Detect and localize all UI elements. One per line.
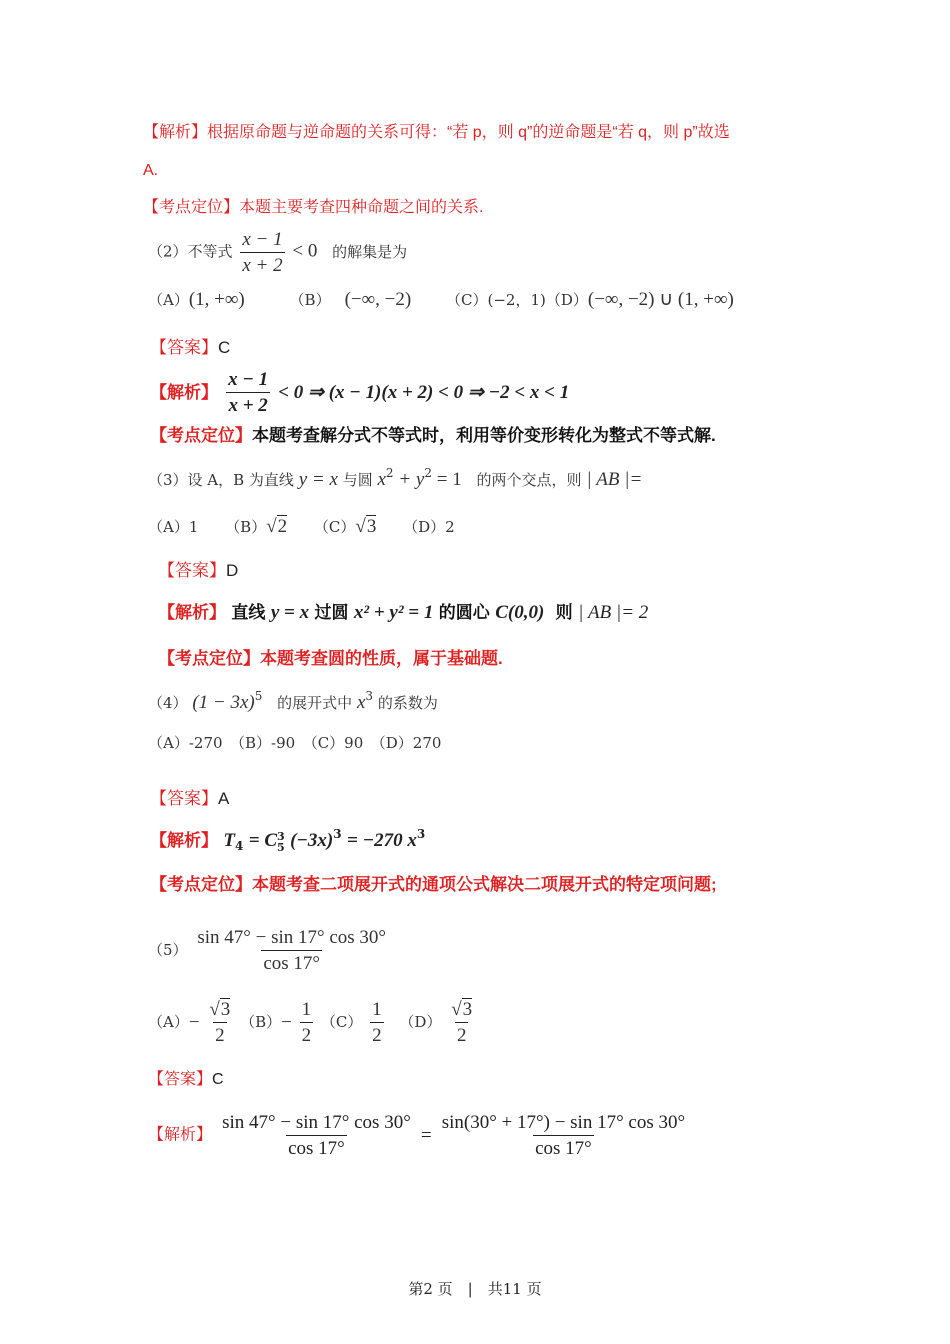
q5-opt-c: （C）	[320, 1013, 363, 1031]
q5-opt-a-num: 3	[220, 999, 231, 1020]
q5-question	[148, 928, 391, 973]
q3-question	[148, 467, 642, 489]
q3-analysis-center: C(0,0)	[495, 602, 545, 623]
q2-opt-d-val: (−∞, −2) ∪ (1, +∞)	[587, 289, 734, 310]
q5-den: cos 17°	[261, 950, 322, 973]
q4-x: x	[356, 692, 366, 713]
q5-analysis	[148, 1113, 690, 1158]
q2-point-text: 本题考查解分式不等式时，利用等价变形转化为整式不等式解.	[252, 426, 716, 445]
q1-point-tag: 【考点定位】	[143, 199, 240, 216]
q3-answer-val: D	[226, 561, 239, 580]
q2-den: x + 2	[240, 252, 284, 275]
q2-options	[148, 290, 734, 309]
q4-answer	[150, 790, 229, 807]
q1-analysis	[143, 125, 730, 141]
q2-opt-a-val: (1, +∞)	[188, 289, 245, 310]
q3-point-tag: 【考点定位】	[158, 649, 260, 668]
q1-analysis-text: 根据原命题与逆命题的关系可得：“若 p，则 q”的逆命题是“若 q，则 p”故选	[207, 124, 730, 141]
q2-analysis-tag: 【解析】	[150, 383, 218, 402]
q5-opt-b-den: 2	[300, 1022, 314, 1045]
q5-opt-b-sign: −	[281, 1012, 292, 1033]
q4-analysis-c-sub: 5	[277, 840, 285, 854]
q2-answer-tag: 【答案】	[150, 338, 218, 357]
q4-point	[150, 876, 717, 894]
q3-sq-1: 2	[385, 466, 394, 480]
q1-analysis-tag: 【解析】	[143, 124, 208, 141]
q2-point	[150, 427, 716, 445]
q3-tail: 的两个交点，则	[476, 471, 582, 489]
q5-opt-d: （D）	[399, 1013, 442, 1031]
q3-mid: 与圆	[342, 471, 373, 489]
q4-answer-val: A	[218, 789, 230, 808]
q1-analysis-cont: A.	[143, 162, 159, 179]
q1-point	[143, 200, 483, 216]
q4-expr: (1 − 3x)	[192, 692, 255, 713]
q3-answer-tag: 【答案】	[158, 561, 226, 580]
q5-analysis-tag: 【解析】	[148, 1126, 213, 1144]
q2-analysis-den: x + 2	[226, 392, 269, 415]
q5-analysis-eq: =	[420, 1125, 432, 1146]
q5-opt-a-sign: −	[188, 1012, 200, 1033]
q5-label: （5）	[148, 941, 188, 959]
q4-tail: 的系数为	[377, 694, 438, 712]
q2-analysis	[150, 370, 569, 415]
q2-point-tag: 【考点定位】	[150, 426, 252, 445]
q4-analysis-t-sub: 4	[235, 839, 244, 853]
q5-opt-d-den: 2	[455, 1022, 469, 1045]
q5-answer-tag: 【答案】	[148, 1071, 213, 1088]
q5-answer-val: C	[212, 1071, 224, 1088]
q5-num: sin 47° − sin 17° cos 30°	[197, 927, 387, 948]
q4-analysis-t: T	[223, 830, 236, 851]
q3-analysis-b: 过圆	[314, 603, 349, 622]
q3-analysis-a: 直线	[231, 603, 266, 622]
q2-opt-b: （B）	[289, 291, 331, 309]
q5-options	[148, 1000, 477, 1045]
q2-analysis-fraction	[226, 370, 270, 415]
q3-options: （A）1 （B）√2 （C）√3 （D）2	[148, 516, 455, 537]
q3-opt-b: （B）	[225, 518, 267, 536]
q3-analysis-c: 的圆心	[438, 603, 490, 622]
page-footer: 第2 页 | 共11 页	[408, 1280, 542, 1298]
q2-answer	[150, 339, 230, 356]
q5-opt-b: （B）	[240, 1013, 282, 1031]
q3-opt-c: （C）	[313, 518, 356, 536]
q3-analysis-circle: x² + y² = 1	[353, 602, 434, 623]
q4-analysis	[150, 828, 425, 853]
q2-analysis-rest: < 0 ⇒ (x − 1)(x + 2) < 0 ⇒ −2 < x < 1	[278, 382, 570, 403]
q1-point-text: 本题主要考查四种命题之间的关系.	[239, 199, 484, 216]
q5-answer	[148, 1072, 224, 1088]
q2-label: （2）不等式	[148, 242, 233, 261]
q5-fraction	[195, 928, 388, 973]
q3-opt-a: （A）1	[148, 518, 199, 536]
q4-point-tag: 【考点定位】	[150, 875, 252, 894]
q5-opt-b-num: 1	[301, 999, 312, 1020]
q5-analysis-frac1	[220, 1113, 413, 1158]
q5-opt-c-num: 1	[372, 999, 382, 1020]
q3-analysis-eq: y = x	[270, 602, 310, 623]
q4-mid: 的展开式中	[277, 694, 353, 712]
q3-sq-2: 2	[424, 466, 432, 480]
q4-label: （4）	[148, 694, 188, 712]
q2-answer-val: C	[218, 338, 231, 357]
q3-circle-rhs: = 1	[436, 469, 462, 490]
q4-analysis-mid-sup: 3	[333, 827, 342, 841]
q4-point-text: 本题考查二项展开式的通项公式解决二项展开式的特定项问题;	[252, 875, 717, 894]
q4-options: （A）-270 （B）-90 （C）90 （D）270	[148, 734, 442, 752]
q3-point-text: 本题考查圆的性质，属于基础题.	[260, 649, 503, 668]
q4-analysis-res: = −270 x	[347, 830, 417, 851]
q2-opt-c: （C）(−2，1)（D）	[446, 291, 588, 309]
q5-opt-a-frac: $\frac{√3}{2}$	[209, 999, 231, 1046]
q3-opt-c-val: 3	[366, 516, 377, 537]
q3-opt-b-val: 2	[277, 516, 288, 537]
q5-analysis-frac2	[440, 1113, 687, 1158]
q2-rel: < 0	[292, 240, 318, 262]
q4-x-exp: 3	[365, 689, 374, 703]
q4-analysis-res-sup: 3	[416, 827, 426, 841]
q5-opt-d-frac: $\frac{√3}{2}$	[451, 999, 473, 1046]
q5-opt-a-den: 2	[213, 1022, 227, 1045]
q3-circle-x: x	[377, 469, 386, 490]
q2-opt-b-val: (−∞, −2)	[344, 289, 412, 310]
q5-opt-a: （A）	[148, 1013, 189, 1031]
q3-analysis	[158, 603, 648, 622]
q3-analysis-d: 则	[555, 603, 573, 622]
q4-exp: 5	[254, 689, 263, 703]
q3-analysis-ab: | AB |= 2	[578, 602, 649, 623]
q3-answer	[158, 562, 238, 579]
q4-analysis-c: = C	[248, 830, 278, 851]
q5-opt-d-num: 3	[462, 999, 473, 1020]
q3-ab: | AB |=	[586, 469, 643, 490]
q4-question	[148, 690, 438, 712]
q4-answer-tag: 【答案】	[150, 789, 218, 808]
q5-opt-c-frac	[370, 1000, 384, 1045]
q4-analysis-tag: 【解析】	[150, 831, 218, 850]
q2-opt-a: （A）	[148, 291, 189, 309]
q5-opt-c-den: 2	[370, 1022, 384, 1045]
q5-opt-b-frac	[300, 1000, 314, 1045]
q2-question	[148, 230, 407, 275]
q3-label: （3）设 A，B 为直线	[148, 471, 294, 489]
q3-opt-d: （D）2	[403, 518, 455, 536]
q4-analysis-mid: (−3x)	[290, 830, 334, 851]
q2-tail: 的解集是为	[332, 242, 408, 261]
q5-analysis-den2: cos 17°	[533, 1135, 594, 1158]
q5-analysis-num1: sin 47° − sin 17° cos 30°	[222, 1112, 411, 1133]
q5-analysis-den1: cos 17°	[286, 1135, 347, 1158]
q2-fraction	[240, 230, 284, 275]
q5-analysis-num2: sin(30° + 17°) − sin 17° cos 30°	[441, 1112, 686, 1133]
q3-point	[158, 650, 503, 668]
q3-analysis-tag: 【解析】	[158, 603, 226, 622]
q2-num: x − 1	[242, 229, 283, 250]
q2-analysis-num: x − 1	[228, 369, 269, 390]
q3-line-eq: y = x	[298, 469, 338, 490]
q4-analysis-c-sup: 3	[277, 829, 285, 843]
q3-circle-y: + y	[398, 469, 425, 490]
